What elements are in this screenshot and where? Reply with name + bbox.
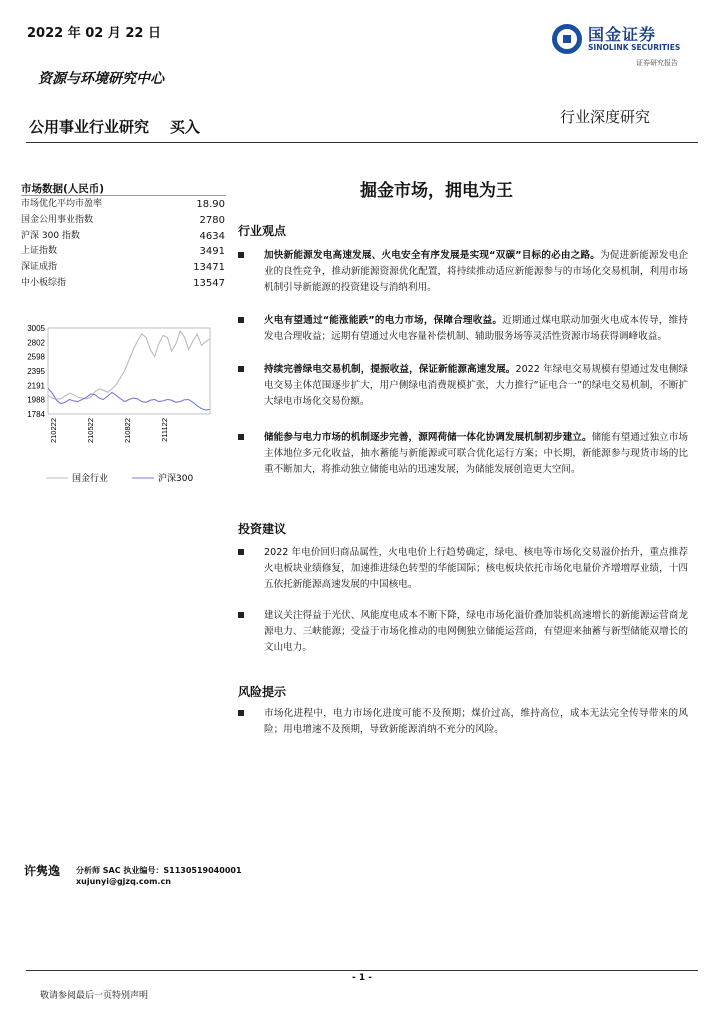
y-tick-label: 2802 xyxy=(27,338,45,348)
series-line-hs300 xyxy=(48,388,210,410)
x-tick-label: 210822 xyxy=(123,418,132,444)
invest-bullet: 建议关注得益于光伏、风能度电成本不断下降，绿电市场化溢价叠加装机高速增长的新能源运营商龙源电力、三峡能源；受益于市场化推动的电网侧独立储能运营商，有望迎来抽蓄与新型储能双增长的文山电力。 xyxy=(238,608,688,656)
market-row: 沪深 300 指数 4634 xyxy=(21,230,225,242)
market-data-divider xyxy=(21,195,226,196)
index-chart-svg xyxy=(18,318,228,498)
report-title: 掘金市场，拥电为王 xyxy=(360,181,513,201)
bullet-square-icon xyxy=(238,549,244,555)
risk-bullet: 市场化进程中，电力市场化进度可能不及预期；煤价过高，维持高位，成本无法完全传导带来的风险；用电增速不及预期，导致新能源消纳不充分的风险。 xyxy=(238,706,688,738)
x-tick-label: 210222 xyxy=(49,418,58,444)
report-type: 行业深度研究 xyxy=(560,108,651,126)
invest-bullet: 2022 年电价回归商品属性，火电电价上行趋势确定，绿电、核电等市场化交易溢价抬升，重点推荐火电板块业绩修复，加速推进绿色转型的华能国际；核电板块依托市场化电量价齐增增厚业绩，十四五依托新能源高速发展的中国核电。 xyxy=(238,545,688,593)
y-tick-label: 2395 xyxy=(27,366,45,376)
logo-cn: 国金证券 xyxy=(588,25,657,44)
report-date: 2022 年 02 月 22 日 xyxy=(27,26,161,41)
disclaimer: 敬请参阅最后一页特别声明 xyxy=(40,991,149,1001)
industry-rating: 公用事业行业研究 买入 xyxy=(29,118,200,136)
y-tick-label: 1784 xyxy=(27,410,45,419)
market-row: 市场优化平均市盈率 18.90 xyxy=(21,199,225,210)
page-number: - 1 - xyxy=(352,973,372,983)
logo-subtitle: 证券研究报告 xyxy=(636,59,678,67)
market-data-title: 市场数据(人民币) xyxy=(21,183,105,195)
bullet-square-icon xyxy=(238,612,244,618)
bullet-square-icon xyxy=(238,434,244,440)
market-row: 中小板综指 13547 xyxy=(21,277,225,289)
y-tick-label: 3005 xyxy=(27,324,45,333)
bullet-square-icon xyxy=(238,252,244,258)
market-row: 国金公用事业指数 2780 xyxy=(21,214,225,226)
research-center: 资源与环境研究中心 xyxy=(38,71,164,87)
y-tick-label: 1988 xyxy=(27,395,45,405)
analyst-name: 许隽逸 xyxy=(24,864,61,878)
risk-heading: 风险提示 xyxy=(238,685,287,699)
bullet-square-icon xyxy=(238,710,244,716)
y-tick-label: 2191 xyxy=(27,381,45,391)
legend-label: 国金行业 xyxy=(72,474,109,484)
view-bullet: 持续完善绿电交易机制，提振收益，保证新能源高速发展。2022 年绿电交易规模有望通过发电侧绿电交易主体范围逐步扩大，用户侧绿电消费规模扩张，大力推行“证电合一”的绿电交易机制，不断扩大绿电市场化交易份额。 xyxy=(238,362,688,410)
header-divider xyxy=(26,142,698,143)
x-tick-label: 211122 xyxy=(160,418,169,442)
series-line-industry xyxy=(48,331,210,399)
logo-en: SINOLINK SECURITIES xyxy=(588,43,681,52)
view-bullet: 储能参与电力市场的机制逐步完善，源网荷储一体化协调发展机制初步建立。储能有望通过独立市场主体地位多元化收益，抽水蓄能与新能源或可联合优化运行方案；中长期，新能源参与现货市场的比重不断加大，将推动独立储能电站的迅速发展，为储能发展创造更大空间。 xyxy=(238,430,688,478)
footer-divider xyxy=(26,970,698,971)
market-row: 上证指数 3491 xyxy=(21,246,225,258)
invest-heading: 投资建议 xyxy=(238,522,287,536)
analyst-email[interactable]: xujunyi@gjzq.com.cn xyxy=(76,877,171,886)
analyst-license: 分析师 SAC 执业编号：S1130519040001 xyxy=(76,866,242,875)
market-row: 深证成指 13471 xyxy=(21,262,225,274)
view-bullet: 火电有望通过“能涨能跌”的电力市场，保障合理收益。近期通过煤电联动加强火电成本传导，维持发电合理收益；远期有望通过火电容量补偿机制、辅助服务场等灵活性资源市场获得调峰收益。 xyxy=(238,313,688,345)
index-chart xyxy=(18,318,228,498)
legend-label: 沪深300 xyxy=(158,474,194,484)
bullet-square-icon xyxy=(238,317,244,323)
y-tick-label: 2598 xyxy=(27,352,45,362)
market-data-table xyxy=(21,197,225,292)
view-bullet: 加快新能源发电高速发展、火电安全有序发展是实现“双碳”目标的必由之路。为促进新能源发电企业的良性竞争，推动新能源资源优化配置，将持续推动适应新能源参与的市场化交易机制，利用市场机制引导新能源的投资建设与消纳利用。 xyxy=(238,248,688,296)
company-logo xyxy=(552,20,692,60)
x-tick-label: 210522 xyxy=(86,418,95,444)
view-heading: 行业观点 xyxy=(238,224,287,238)
bullet-square-icon xyxy=(238,366,244,372)
logo-mark-icon xyxy=(552,24,582,54)
